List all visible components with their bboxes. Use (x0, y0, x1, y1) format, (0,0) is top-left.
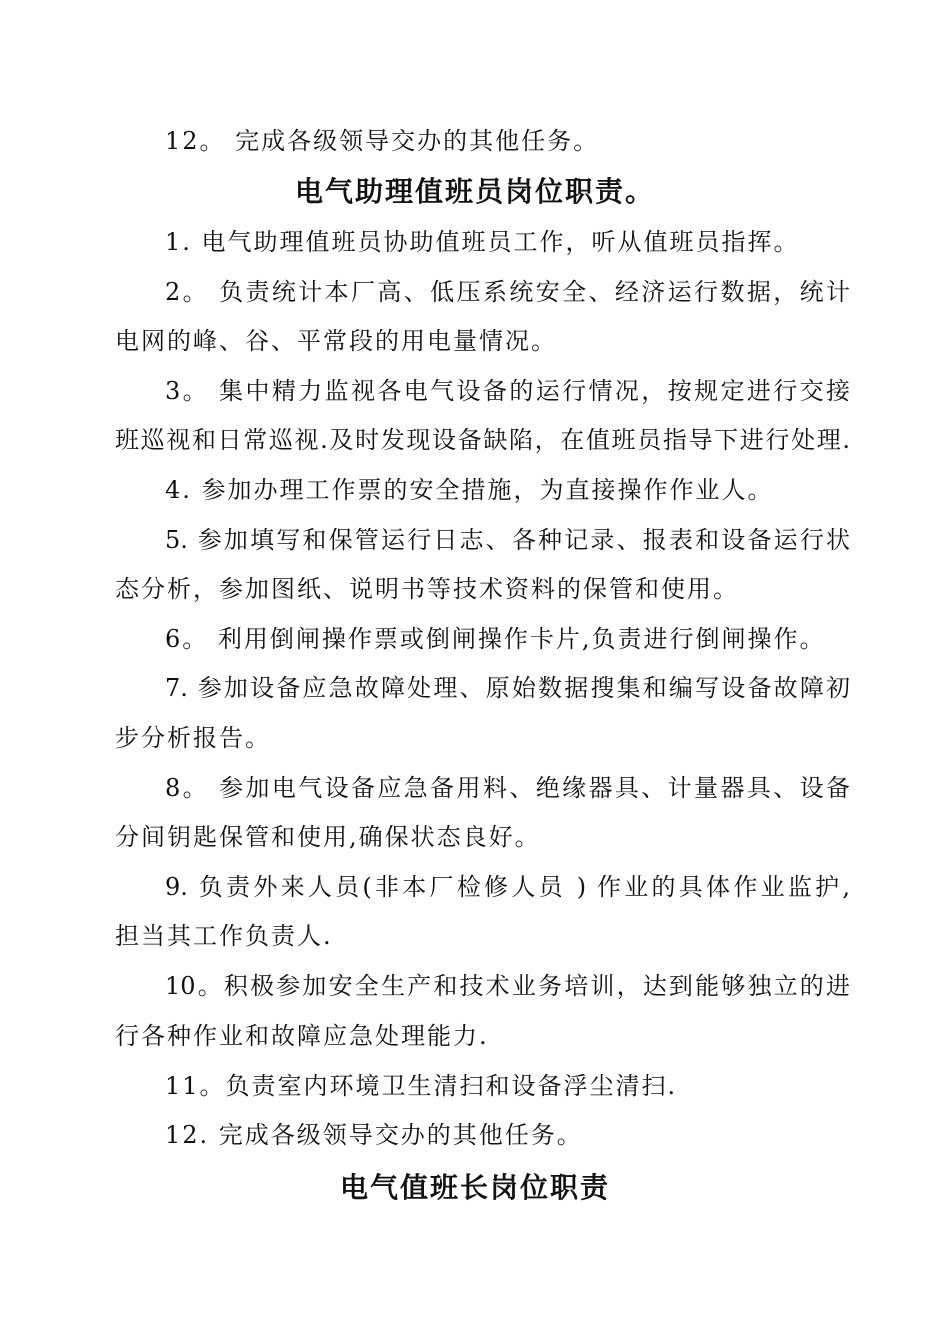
duty-item-5-line-1: 5. 参加填写和保管运行日志、各种记录、报表和设备运行状 (165, 526, 850, 554)
duty-item-10-line-1: 10。积极参加安全生产和技术业务培训，达到能够独立的进 (165, 972, 850, 1000)
duty-item-4: 4. 参加办理工作票的安全措施，为直接操作作业人。 (165, 476, 774, 504)
duty-item-5-line-2: 态分析，参加图纸、说明书等技术资料的保管和使用。 (115, 575, 739, 603)
duty-item-10-line-2: 行各种作业和故障应急处理能力. (115, 1022, 489, 1050)
duty-item-8-line-2: 分间钥匙保管和使用,确保状态良好。 (115, 823, 541, 851)
section-title-assistant-duty: 电气助理值班员岗位职责。 (294, 175, 655, 208)
duty-item-7-line-1: 7. 参加设备应急故障处理、原始数据搜集和编写设备故障初 (165, 674, 850, 702)
duty-item-7-line-2: 步分析报告。 (115, 724, 271, 752)
duty-item-6: 6。 利用倒闸操作票或倒闸操作卡片,负责进行倒闸操作。 (165, 625, 826, 653)
duty-item-9-line-1: 9. 负责外来人员(非本厂检修人员 ) 作业的具体作业监护, (165, 873, 850, 901)
previous-item-12: 12。 完成各级领导交办的其他任务。 (165, 127, 600, 155)
section-title-shift-leader-duty: 电气值班长岗位职责 (339, 1171, 610, 1204)
duty-item-3-line-1: 3。 集中精力监视各电气设备的运行情况，按规定进行交接 (165, 377, 850, 405)
duty-item-1: 1. 电气助理值班员协助值班员工作，听从值班员指挥。 (165, 228, 800, 256)
duty-item-9-line-2: 担当其工作负责人. (115, 922, 333, 950)
duty-item-2-line-2: 电网的峰、谷、平常段的用电量情况。 (115, 327, 557, 355)
duty-item-2-line-1: 2。 负责统计本厂高、低压系统安全、经济运行数据，统计 (165, 278, 850, 306)
duty-item-11: 11。负责室内环境卫生清扫和设备浮尘清扫. (165, 1072, 678, 1100)
duty-item-3-line-2: 班巡视和日常巡视.及时发现设备缺陷，在值班员指导下进行处理. (115, 426, 850, 454)
duty-item-12: 12. 完成各级领导交办的其他任务。 (165, 1121, 583, 1149)
duty-item-8-line-1: 8。 参加电气设备应急备用料、绝缘器具、计量器具、设备 (165, 774, 850, 802)
